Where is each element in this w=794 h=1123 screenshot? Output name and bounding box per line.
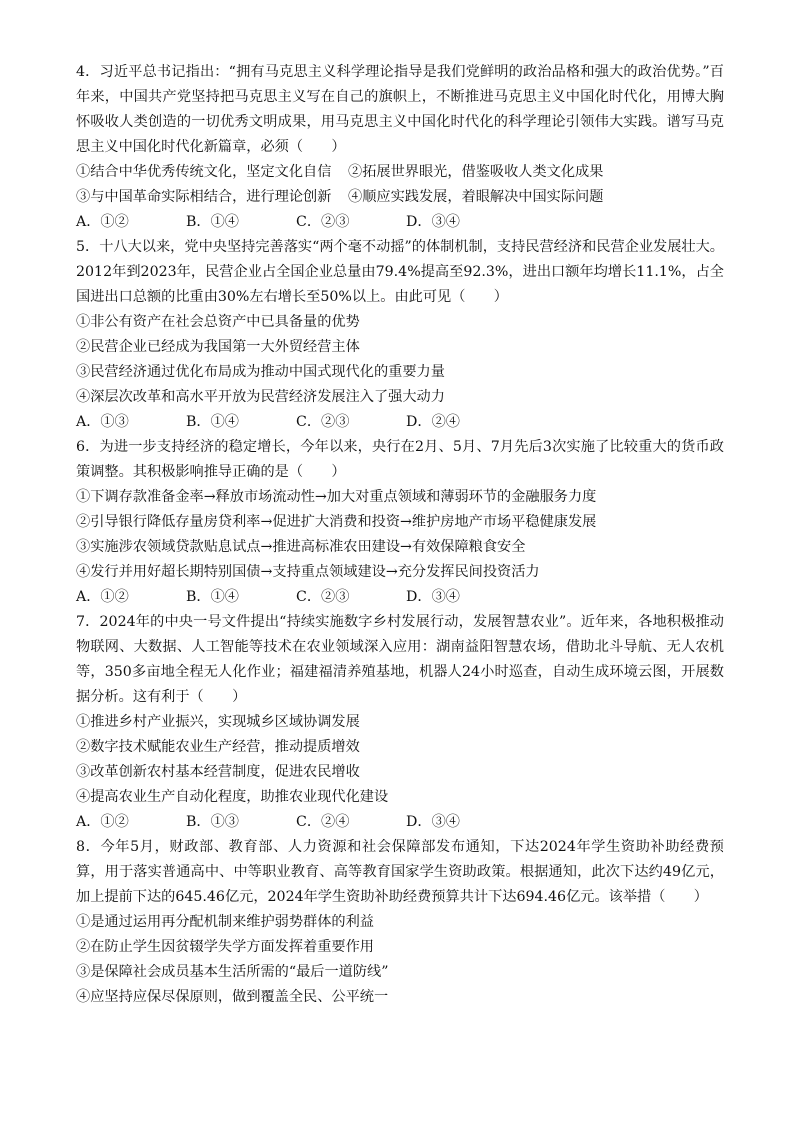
question-7-item-4: ④提高农业生产自动化程度，助推农业现代化建设 (76, 789, 389, 805)
question-5-choice-c: C．②③ (296, 414, 350, 430)
question-8-item-4: ④应坚持应保尽保原则，做到覆盖全民、公平统一 (76, 989, 389, 1005)
question-8-stem: 8．今年5月，财政部、教育部、人力资源和社会保障部发布通知，下达2024年学生资助补助经费预算，用于落实普通高中、中等职业教育、高等教育国家学生资助政策。根据通知，此次下达约49亿元，加上提前下达的645.46亿元，2024年学生资助补助经费预算共计下达694.46亿元。该举措（ ） (76, 839, 724, 905)
question-5-choice-a: A．①③ (76, 414, 129, 430)
question-5-choice-b: B．①④ (186, 414, 239, 430)
question-7-choice-c: C．②④ (296, 814, 350, 830)
question-5-item-2: ②民营企业已经成为我国第一大外贸经营主体 (76, 339, 360, 355)
question-7-choice-d: D．③④ (406, 814, 460, 830)
question-8-item-1: ①是通过运用再分配机制来维护弱势群体的利益 (76, 914, 374, 930)
question-7-item-3: ③改革创新农村基本经营制度，促进农民增收 (76, 764, 360, 780)
question-4-choice-b: B．①④ (186, 214, 239, 230)
question-7-item-1: ①推进乡村产业振兴，实现城乡区域协调发展 (76, 714, 360, 730)
question-4-choice-d: D．③④ (406, 214, 460, 230)
question-5-stem: 5．十八大以来，党中央坚持完善落实“两个毫不动摇”的体制机制，支持民营经济和民营企业发展壮大。2012年到2023年，民营企业占全国企业总量由79.4%提高至92.3%，进出口额年均增长11.1%，占全国进出口总额的比重由30%左右增长至50%以上。由此可见（ ） (76, 239, 724, 305)
question-5-item-1: ①非公有资产在社会总资产中已具备量的优势 (76, 314, 360, 330)
question-6-choice-c: C．②③ (296, 589, 350, 605)
question-6-item-1: ①下调存款准备金率→释放市场流动性→加大对重点领域和薄弱环节的金融服务力度 (76, 489, 597, 505)
question-6-item-4: ④发行并用好超长期特别国债→支持重点领域建设→充分发挥民间投资活力 (76, 564, 540, 580)
question-7-stem: 7．2024年的中央一号文件提出“持续实施数字乡村发展行动，发展智慧农业”。近年来，各地积极推动物联网、大数据、人工智能等技术在农业领域深入应用：湖南益阳智慧农场，借助北斗导航、无人农机等，350多亩地全程无人化作业；福建福清养殖基地，机器人24小时巡查，自动生成环境云图，开展数据分析。这有利于（ ） (76, 614, 724, 705)
question-4-item-3: ③与中国革命实际相结合，进行理论创新 (76, 189, 332, 205)
question-7-choice-a: A．①② (76, 814, 129, 830)
question-7-item-2: ②数字技术赋能农业生产经营，推动提质增效 (76, 739, 360, 755)
question-5-choice-d: D．②④ (406, 414, 460, 430)
question-6-stem: 6．为进一步支持经济的稳定增长，今年以来，央行在2月、5月、7月先后3次实施了比较重大的货币政策调整。其积极影响推导正确的是（ ） (76, 439, 724, 480)
question-4-choice-c: C．②③ (296, 214, 350, 230)
question-4-item-1: ①结合中华优秀传统文化，坚定文化自信 (76, 164, 332, 180)
question-6-item-2: ②引导银行降低存量房贷利率→促进扩大消费和投资→维护房地产市场平稳健康发展 (76, 514, 597, 530)
question-4-item-4: ④顺应实践发展，着眼解决中国实际问题 (348, 189, 604, 205)
question-4-item-2: ②拓展世界眼光，借鉴吸收人类文化成果 (348, 164, 604, 180)
question-8-item-3: ③是保障社会成员基本生活所需的“最后一道防线” (76, 964, 389, 980)
question-8-item-2: ②在防止学生因贫辍学失学方面发挥着重要作用 (76, 939, 374, 955)
question-4-choice-a: A．①② (76, 214, 129, 230)
question-6-choice-b: B．①④ (186, 589, 239, 605)
question-6-item-3: ③实施涉农领域贷款贴息试点→推进高标准农田建设→有效保障粮食安全 (76, 539, 526, 555)
question-6-choice-a: A．①② (76, 589, 129, 605)
question-6-choice-d: D．③④ (406, 589, 460, 605)
question-5-item-3: ③民营经济通过优化布局成为推动中国式现代化的重要力量 (76, 364, 445, 380)
question-5-item-4: ④深层次改革和高水平开放为民营经济发展注入了强大动力 (76, 389, 445, 405)
question-7-choice-b: B．①③ (186, 814, 239, 830)
question-4-stem: 4．习近平总书记指出：“拥有马克思主义科学理论指导是我们党鲜明的政治品格和强大的政治优势。”百年来，中国共产党坚持把马克思主义写在自己的旗帜上，不断推进马克思主义中国化时代化，用博大胸怀吸收人类创造的一切优秀文明成果，用马克思主义中国化时代化的科学理论引领伟大实践。谱写马克思主义中国化时代化新篇章，必须（ ） (76, 64, 724, 155)
